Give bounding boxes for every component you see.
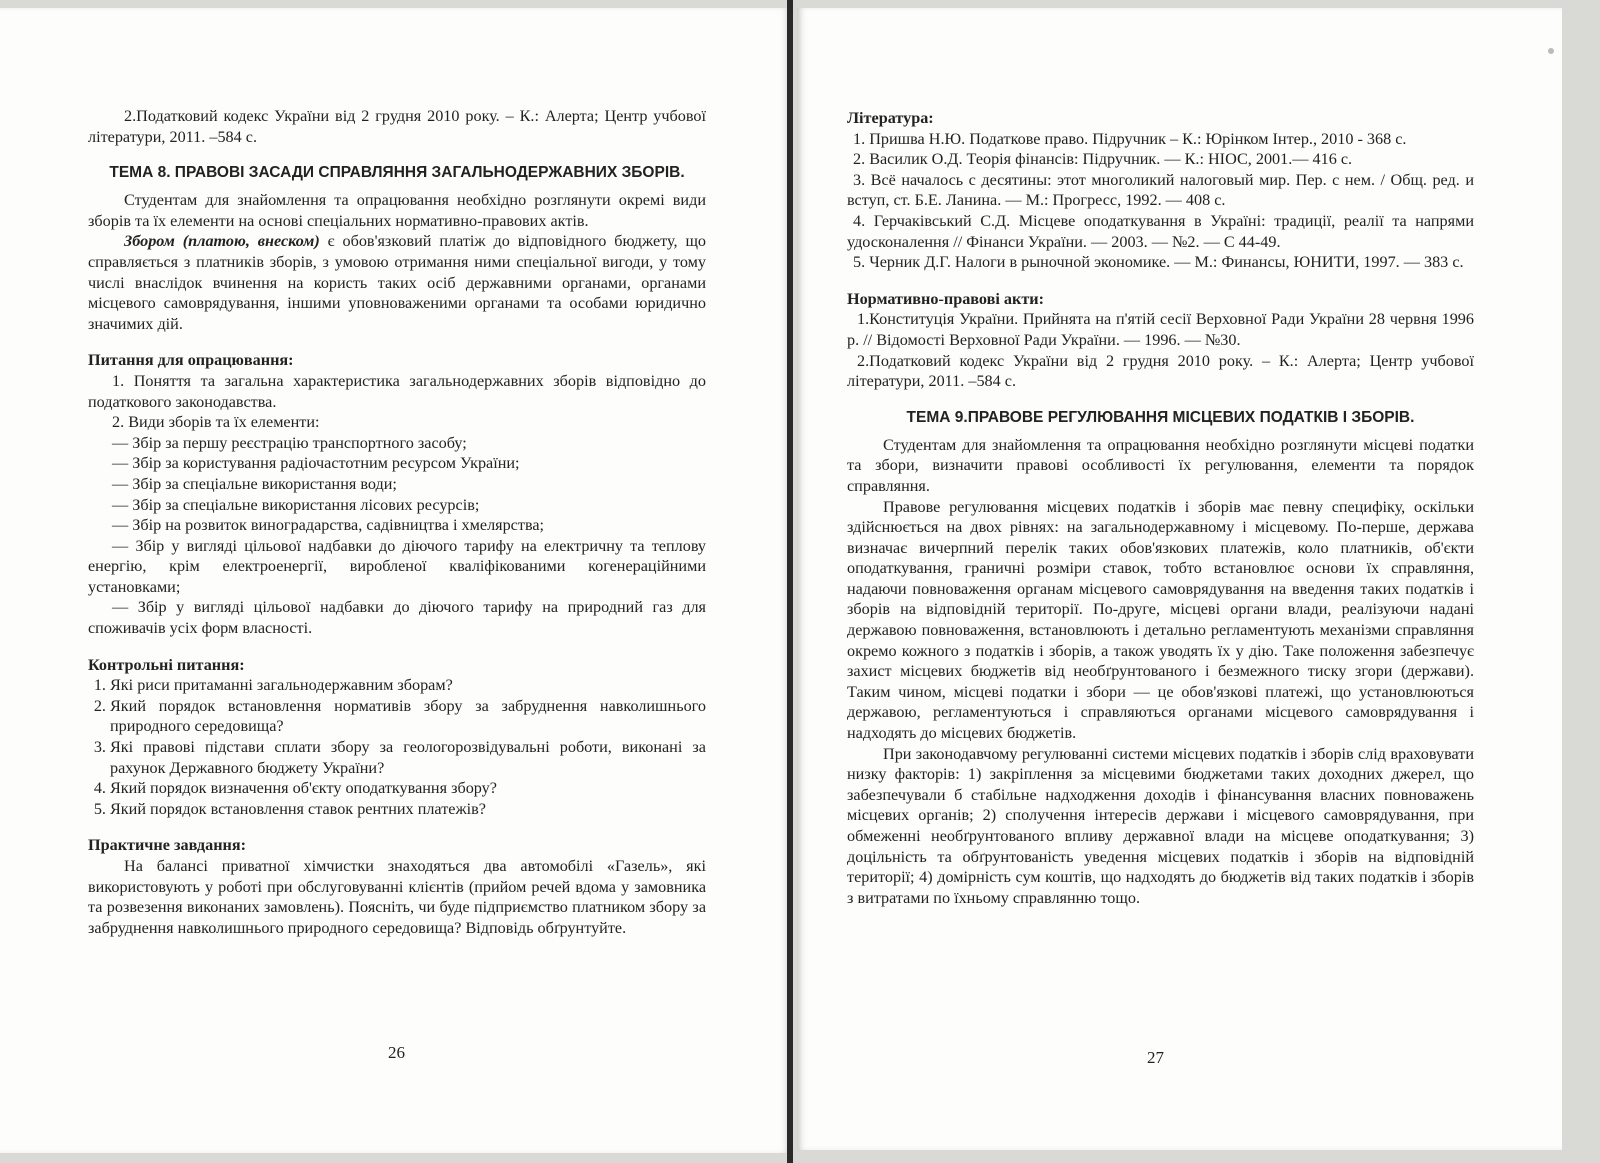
topic-heading: ТЕМА 8. ПРАВОВІ ЗАСАДИ СПРАВЛЯННЯ ЗАГАЛЬНОДЕРЖАВНИХ ЗБОРІВ.: [109, 164, 685, 182]
list-item: — Збір за користування радіочастотним ресурсом України;: [88, 453, 706, 474]
page-number: 27: [1147, 1048, 1164, 1067]
left-page-content: [88, 106, 706, 938]
control-questions-list: [88, 675, 706, 819]
literature-item: 1. Пришва Н.Ю. Податкове право. Підручник – К.: Юрінком Інтер., 2010 - 368 с.: [853, 129, 1407, 148]
reference-item: 2.Податковий кодекс України від 2 грудня 2010 року. – К.: Алерта; Центр учбової літератури, 2011. –584 с.: [88, 107, 706, 146]
literature-item: 2. Василик О.Д. Теорія фінансів: Підручник. — К.: НІОС, 2001.— 416 с.: [853, 150, 1353, 169]
normative-item: 1.Конституція України. Прийнята на п'ятій сесії Верховної Ради України 28 червня 1996 р. // Відомості Верховної Ради України. — 1996. — №30.: [847, 310, 1474, 349]
question-item: 1. Поняття та загальна характеристика загальнодержавних зборів відповідно до податкового законодавства.: [88, 371, 706, 411]
list-item: 4. Який порядок визначення об'єкту оподаткування збору?: [110, 778, 706, 799]
definition-term: Збором (платою, внеском): [124, 232, 320, 251]
body-paragraph: Студентам для знайомлення та опрацювання необхідно розглянути місцеві податки та збори, визначити правові особливості їх регулювання, елементи та порядок справляння.: [847, 435, 1474, 495]
list-item: — Збір у вигляді цільової надбавки до діючого тарифу на електричну та теплову енергію, крім електроенергії, виробленої кваліфікованими когенераційними установками;: [88, 536, 706, 598]
definition-text: є обов'язковий платіж до відповідного бюджету, що справляється з платників зборів, з умовою отримання ними спеціальної вигоди, у тому числі внаслідок вчинення на користь таких осіб державними органами, органами місцевого самоврядування, іншими уповноваженими органами та особами юридично значимих дій.: [88, 232, 707, 333]
literature-item: 4. Герчаківський С.Д. Місцеве оподаткування в Україні: традиції, реалії та напрями удосконалення // Фінанси України. — 2003. — №2. — С 44-49.: [847, 211, 1474, 251]
list-item: — Збір у вигляді цільової надбавки до діючого тарифу на природний газ для споживачів усіх форм власності.: [88, 597, 706, 638]
literature-title: Література:: [847, 109, 934, 127]
body-paragraph: Правове регулювання місцевих податків і зборів має певну специфіку, оскільки здійснюється на двох рівнях: на загальнодержавному і місцевому. По-перше, держава визначає вичерпний перелік таких обов'язкових платежів, коло платників, об'єкти оподаткування, граничні розміри ставок, тобто встановлює основи їх справляння, надаючи повноваження органам місцевого самоврядування на введення таких податків і зборів на відповідній території. По-друге, місцеві органи влади, реалізуючи надані державою повноваження, встановлюють і детально регламентують механізми справляння окремо кожного з податків і зборів, а також уводять їх у дію. Таке положення забезпечує захист місцевих бюджетів від необґрунтованого і безмежного тиску згори (держави). Таким чином, місцеві податки і збори — це обов'язкові платежі, що установлюються державою, регламентуються і справляються органами місцевого самоврядування і надходять до місцевих бюджетів.: [847, 497, 1474, 743]
list-item: — Збір за першу реєстрацію транспортного засобу;: [88, 433, 706, 454]
practical-task-text: На балансі приватної хімчистки знаходяться два автомобілі «Газель», які використовують у роботі при обслуговуванні клієнтів (прийом речей вдома у замовника та розвезення виконаних замовлень). Поясніть, чи буде підприємство платником збору за забруднення навколишнього природного середовища? Відповідь обґрунтуйте.: [88, 857, 706, 937]
literature-item: 5. Черник Д.Г. Налоги в рыночной экономике. — М.: Финансы, ЮНИТИ, 1997. — 383 с.: [853, 253, 1464, 272]
right-page: [797, 8, 1562, 1150]
list-item: 1. Які риси притаманні загальнодержавним зборам?: [110, 675, 706, 696]
list-item: 5. Який порядок встановлення ставок рентних платежів?: [110, 799, 706, 820]
scan-smudge: [1548, 48, 1554, 54]
definition-paragraph: [88, 231, 706, 334]
normative-acts-title: Нормативно-правові акти:: [847, 289, 1044, 308]
list-item: — Збір за спеціальне використання води;: [88, 474, 706, 495]
normative-item: 2.Податковий кодекс України від 2 грудня 2010 року. – К.: Алерта; Центр учбової літератури, 2011. –584 с.: [847, 351, 1474, 391]
list-item: 3. Які правові підстави сплати збору за геологорозвідувальні роботи, виконані за рахунок Державного бюджету України?: [110, 737, 706, 778]
list-item: 2. Який порядок встановлення нормативів збору за забруднення навколишнього природного середовища?: [110, 696, 706, 737]
book-spine: [787, 0, 793, 1163]
intro-paragraph: Студентам для знайомлення та опрацювання необхідно розглянути окремі види зборів та їх елементи на основі спеціальних нормативно-правових актів.: [88, 191, 706, 230]
left-page: [0, 8, 790, 1153]
questions-title: Питання для опрацювання:: [88, 351, 294, 370]
page-number: 26: [388, 1043, 405, 1062]
topic-heading: ТЕМА 9.ПРАВОВЕ РЕГУЛЮВАННЯ МІСЦЕВИХ ПОДАТКІВ І ЗБОРІВ.: [906, 408, 1415, 426]
body-paragraph: При законодавчому регулюванні системи місцевих податків і зборів слід враховувати низку факторів: 1) закріплення за місцевими бюджетами таких доходних джерел, що забезпечували б стабільне надходження доходів і фінансування власних повноважень місцевих органів; 2) сполучення інтересів держави і місцевого самоврядування, при обмеженні необґрунтованого впливу державної влади на місцеве оподаткування; 3) доцільність та обґрунтованість уведення місцевих податків і зборів на відповідній території; 4) домірність сум коштів, що надходять до бюджетів від таких податків і зборів з витратами по їхньому справлянню тощо.: [847, 744, 1474, 907]
list-item: — Збір на розвиток виноградарства, садівництва і хмелярства;: [88, 515, 706, 536]
right-page-content: [847, 108, 1474, 908]
practical-task-title: Практичне завдання:: [88, 836, 247, 855]
fee-types-list: [88, 433, 706, 639]
list-item: — Збір за спеціальне використання лісових ресурсів;: [88, 495, 706, 516]
question-item: 2. Види зборів та їх елементи:: [112, 413, 320, 432]
control-questions-title: Контрольні питання:: [88, 655, 245, 674]
literature-item: 3. Всё началось с десятины: этот многоликий налоговый мир. Пер. с нем. / Общ. ред. и вступ, ст. Б.Е. Ланина. — М.: Прогресс, 1992. — 408 с.: [847, 170, 1474, 210]
